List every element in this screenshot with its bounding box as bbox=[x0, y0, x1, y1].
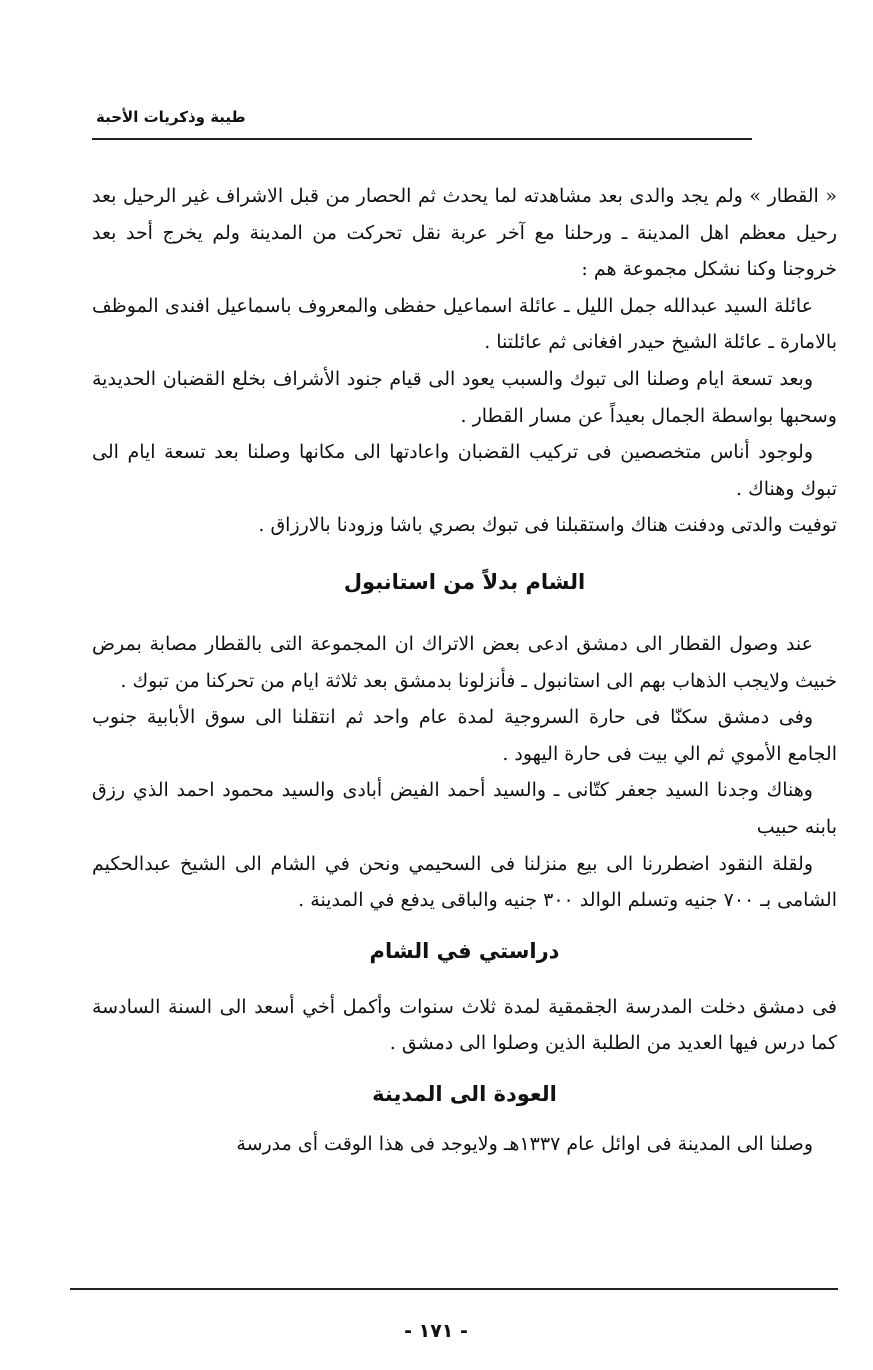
paragraph-8: وهناك وجدنا السيد جعفر كتّانى ـ والسيد أحمد الفيض أبادى والسيد محمود احمد الذي رزق بابنه حبيب bbox=[92, 779, 837, 838]
paragraph-10: فى دمشق دخلت المدرسة الجقمقية لمدة ثلاث سنوات وأكمل أخي أسعد الى السنة السادسة كما درس فيها العديد من الطلبة الذين وصلوا الى دمشق . bbox=[92, 995, 837, 1055]
paragraph-5: توفيت والدتى ودفنت هناك واستقبلنا فى تبوك بصري باشا وزودنا بالارزاق . bbox=[258, 514, 837, 537]
paragraph-7: وفى دمشق سكنّا فى حارة السروجية لمدة عام واحد ثم انتقلنا الى سوق الأبابية جنوب الجامع الأموي ثم الي بيت فى حارة اليهود . bbox=[92, 706, 837, 765]
section-heading-my-studies-in-sham: دراستي في الشام bbox=[369, 938, 560, 963]
running-header: طيبة وذكريات الأحبة bbox=[96, 108, 246, 126]
footer-rule bbox=[70, 1288, 838, 1290]
paragraph-4: ولوجود أناس متخصصين فى تركيب القضبان واعادتها الى مكانها وصلنا بعد تسعة ايام الى تبوك وهناك . bbox=[92, 441, 837, 500]
header-rule bbox=[92, 138, 752, 140]
paragraph-3: وبعد تسعة ايام وصلنا الى تبوك والسبب يعود الى قيام جنود الأشراف بخلع القضبان الحديدية وسحبها بواسطة الجمال بعيداً عن مسار القطار . bbox=[92, 367, 837, 427]
paragraph-1: « القطار » ولم يجد والدى بعد مشاهدته لما يحدث ثم الحصار من قبل الاشراف غير الرحيل بعد رحيل معظم اهل المدينة ـ ورحلنا مع آخر عربة نقل تحركت من المدينة ولم يخرج أحد بعد خروجنا وكنا نشكل مجموعة هم : bbox=[92, 185, 837, 281]
paragraph-2: عائلة السيد عبدالله جمل الليل ـ عائلة اسماعيل حفظى والمعروف باسماعيل افندى الموظف بالامارة ـ عائلة الشيخ حيدر افغانى ثم عائلتنا . bbox=[92, 294, 837, 354]
page-number: - ١٧١ - bbox=[404, 1320, 468, 1342]
section-heading-return-to-madinah: العودة الى المدينة bbox=[372, 1081, 557, 1106]
page-body bbox=[92, 178, 837, 1162]
section-heading-sham-instead-of-istanbul: الشام بدلاً من استانبول bbox=[343, 569, 586, 594]
paragraph-11: وصلنا الى المدينة فى اوائل عام ١٣٣٧هـ ولايوجد فى هذا الوقت أى مدرسة bbox=[236, 1132, 813, 1155]
paragraph-6: عند وصول القطار الى دمشق ادعى بعض الاتراك ان المجموعة التى بالقطار مصابة بمرض خبيث ولايجب الذهاب بهم الى استانبول ـ فأنزلونا بدمشق بعد ثلاثة ايام من تحركنا من تبوك . bbox=[92, 632, 837, 692]
paragraph-9: ولقلة النقود اضطررنا الى بيع منزلنا فى السحيمي ونحن في الشام الى الشيخ عبدالحكيم الشامى بـ ٧٠٠ جنيه وتسلم الوالد ٣٠٠ جنيه والباقى يدفع في المدينة . bbox=[92, 852, 837, 912]
